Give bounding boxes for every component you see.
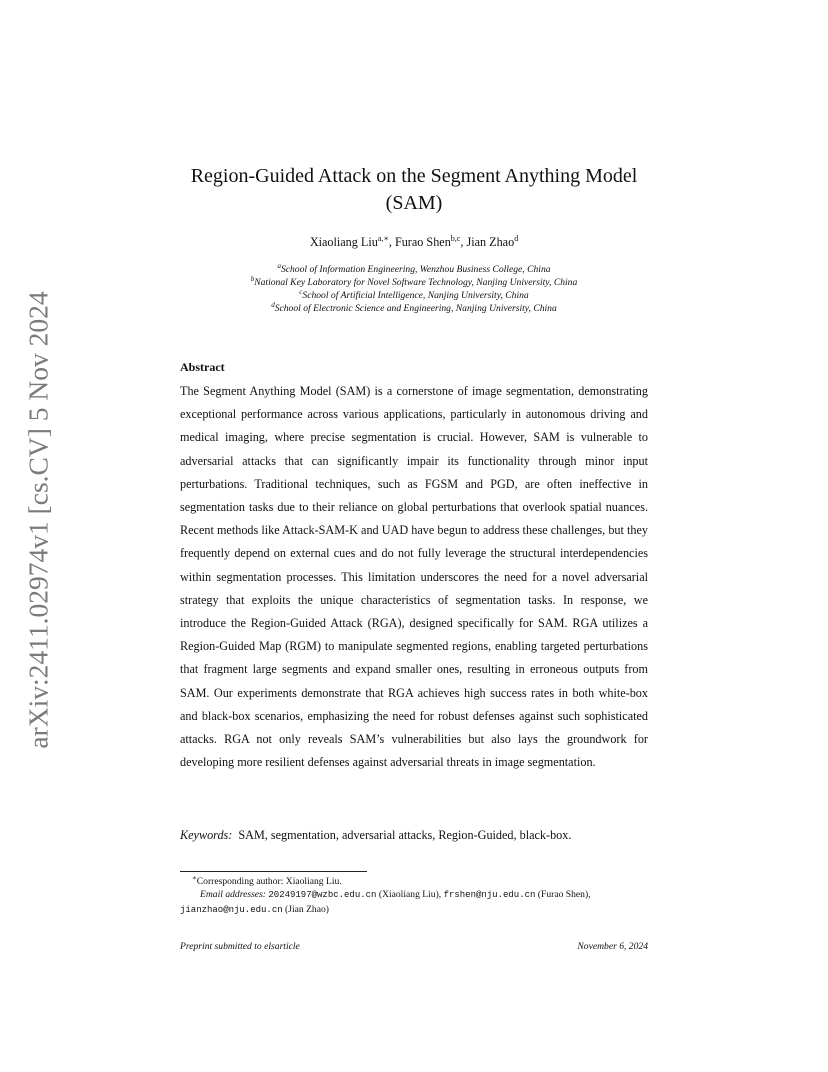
abstract-heading: Abstract [180,360,225,374]
author-separator: , [388,235,395,249]
keywords [180,826,648,844]
email-owner: (Jian Zhao) [282,903,329,915]
footnote [180,875,648,917]
email-owner: (Furao Shen), [535,889,591,901]
author-affiliation-mark: d [514,234,519,243]
title-line-2: (SAM) [385,192,443,214]
keywords-text: SAM, segmentation, adversarial attacks, Region-Guided, black-box. [238,828,572,842]
affiliation-mark: c [299,288,303,296]
author-affiliation-mark: a,∗ [377,234,389,243]
affiliation-item [150,263,678,276]
arxiv-sidebar [24,285,54,755]
affiliation-item [150,289,678,302]
email-link[interactable]: jianzhao@nju.edu.cn [180,904,283,915]
arxiv-identifier: arXiv:2411.02974v1 [cs.CV] 5 Nov 2024 [23,291,54,749]
affiliation-text: School of Electronic Science and Engineering, Nanjing University, China [274,303,557,314]
abstract-body: The Segment Anything Model (SAM) is a cornerstone of image segmentation, demonstrating exceptional performance across various applications, particularly in autonomous driving and medical imaging, where precise segmentation is crucial. However, SAM is vulnerable to adversarial attacks that can significantly impair its functionality through minor input perturbations. Traditional techniques, such as FGSM and PGD, are often ineffective in segmentation tasks due to their reliance on global perturbations that overlook spatial nuances. Recent methods like Attack-SAM-K and UAD have begun to address these challenges, but they frequently depend on external cues and do not fully leverage the structural interdependencies within segmentation processes. This limitation underscores the need for a novel adversarial strategy that exploits the unique characteristics of segmentation tasks. In response, we introduce the Region-Guided Attack (RGA), designed specifically for SAM. RGA utilizes a Region-Guided Map (RGM) to manipulate segmented regions, enabling targeted perturbations that fragment large segments and expand smaller ones, resulting in erroneous outputs from SAM. Our experiments demonstrate that RGA achieves high success rates in both white-box and black-box scenarios, emphasizing the need for robust defenses against such sophisticated attacks. RGA not only reveals SAM’s vulnerabilities but also lays the groundwork for developing more resilient defenses against adversarial threats in image segmentation. [180,384,648,770]
email-owner: (Xiaoliang Liu), [376,889,444,901]
email-label: Email addresses: [200,889,266,901]
email-link[interactable]: 20249197@wzbc.edu.cn [268,890,377,901]
paper-title [180,163,648,217]
preprint-note: Preprint submitted to elsarticle [180,941,300,952]
footnote-divider [180,871,367,872]
affiliation-item [150,276,678,289]
email-addresses [180,888,648,902]
corresponding-author-text: Corresponding author: Xiaoliang Liu. [196,876,342,887]
affiliation-item [150,302,678,315]
corresponding-author-note [180,875,648,888]
author-affiliation-mark: b,c [450,234,461,243]
affiliation-text: School of Information Engineering, Wenzhou Business College, China [280,264,551,275]
author-list [180,234,648,250]
title-line-1: Region-Guided Attack on the Segment Anything Model [190,165,638,187]
keywords-label: Keywords: [180,828,233,842]
affiliation-list [150,263,678,315]
email-addresses-continued [180,903,648,917]
affiliation-mark: a [277,262,281,270]
author-name: Furao Shen [394,235,451,249]
author-name: Xiaoliang Liu [309,235,378,249]
affiliation-text: National Key Laboratory for Novel Software Technology, Nanjing University, China [254,277,578,288]
corresponding-mark: ∗ [192,874,197,882]
preprint-date: November 6, 2024 [577,941,648,952]
affiliation-mark: b [250,275,255,283]
affiliation-mark: d [271,301,275,309]
author-name: Jian Zhao [466,235,515,249]
email-link[interactable]: frshen@nju.edu.cn [443,890,536,901]
author-separator: , [460,235,467,249]
affiliation-text: School of Artificial Intelligence, Nanjing University, China [302,290,529,301]
